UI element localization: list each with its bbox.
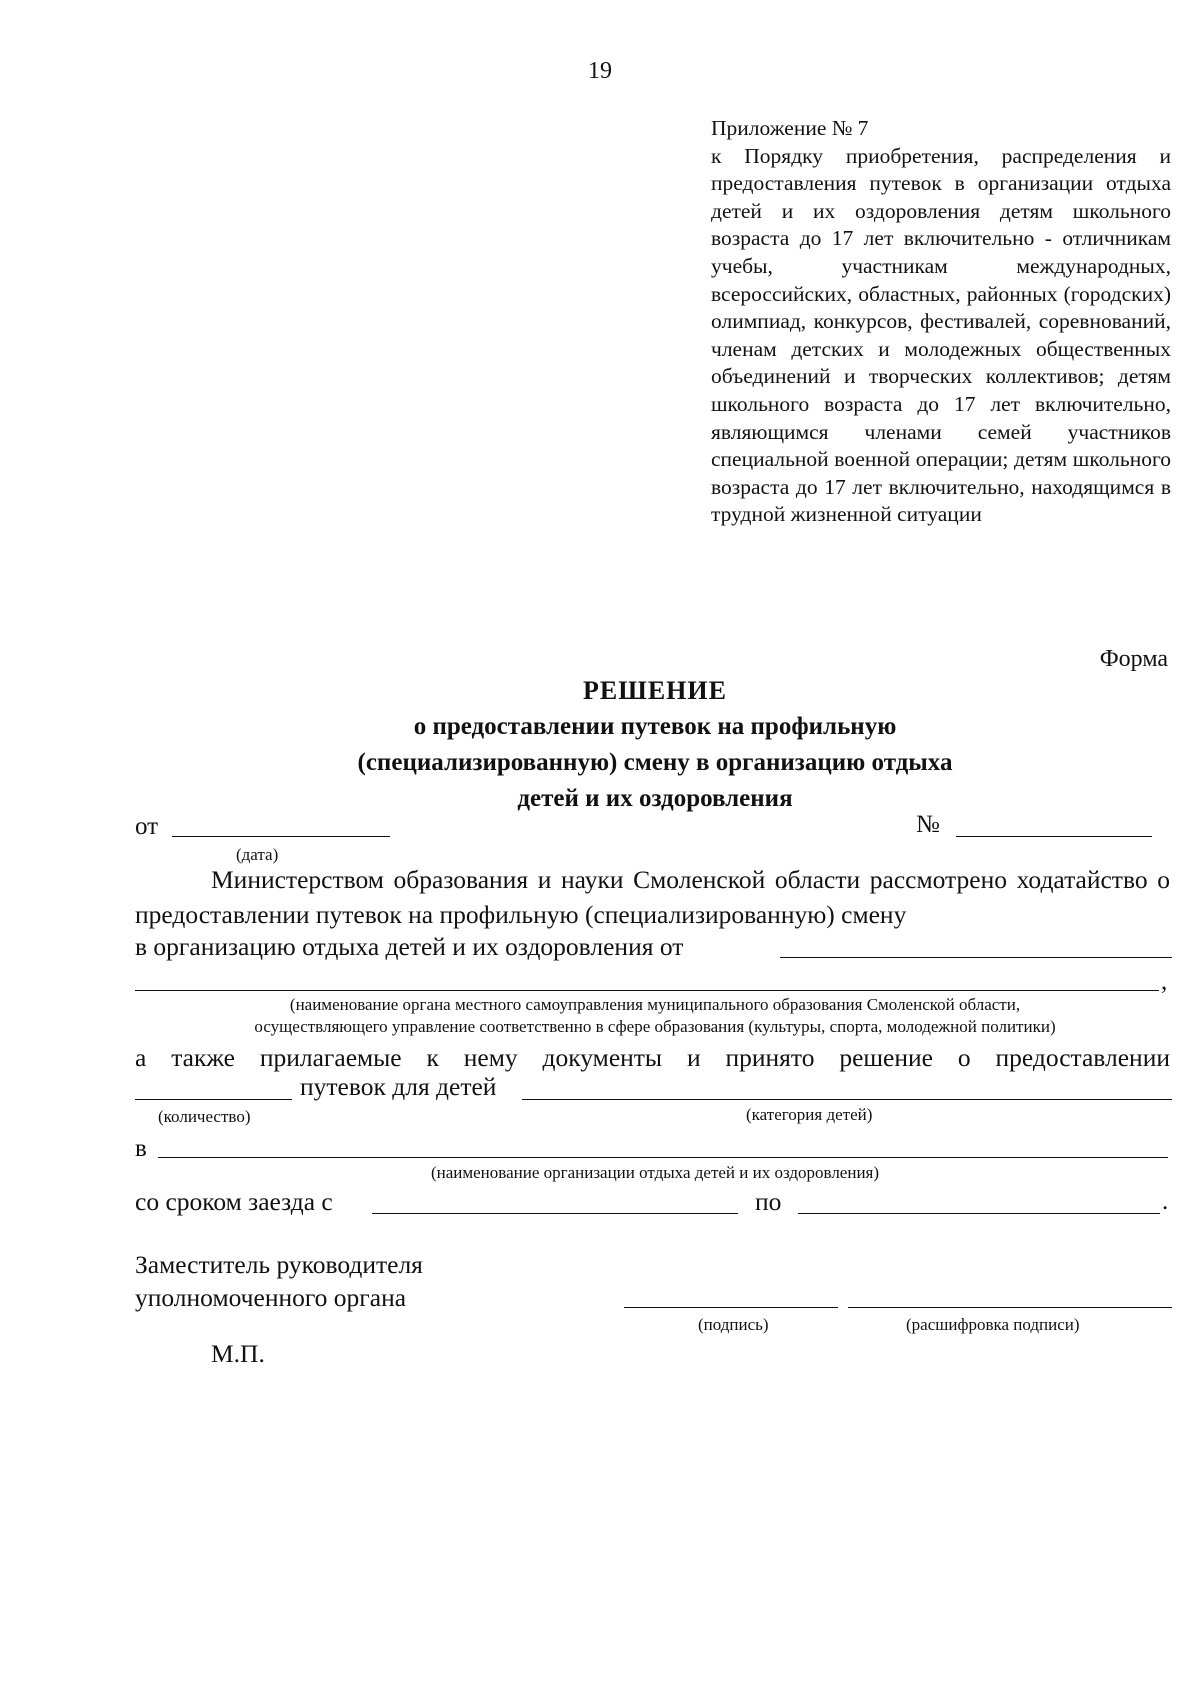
date-field[interactable] [172, 836, 390, 837]
title-heading: РЕШЕНИЕ [583, 676, 727, 705]
title-line-1: о предоставлении путевок на профильную [413, 713, 897, 740]
signature-position-line-2: уполномоченного органа [135, 1283, 407, 1312]
vouchers-label: путевок для детей [300, 1072, 497, 1101]
organization-field[interactable] [158, 1157, 1168, 1158]
caption-category: (категория детей) [746, 1105, 873, 1124]
page-number: 19 [588, 58, 612, 84]
signature-position-line-1: Заместитель руководителя [135, 1250, 423, 1279]
category-field[interactable] [522, 1099, 1172, 1100]
body-paragraph-1-end: в организацию отдыха детей и их оздоровления от [135, 932, 684, 961]
form-label: Форма [1099, 646, 1168, 672]
annex-text: к Порядку приобретения, распределения и предоставления путевок в организации отдыха детей и их оздоровления детям школьного возраста до 17 лет включительно - отличникам учебы, участникам международных, всероссийских, областных, районных (городских) олимпиад, конкурсов, фестивалей, соревнований, членам детских и молодежных общественных объединений и творческих коллективов; детям школьного возраста до 17 лет включительно, являющимся членами семей участников специальной военной операции; детям школьного возраста до 17 лет включительно, находящимся в трудной жизненной ситуации [711, 143, 1171, 527]
date-caption: (дата) [236, 845, 279, 864]
period: . [1162, 1188, 1169, 1215]
caption-organization: (наименование организации отдыха детей и их оздоровления) [430, 1163, 880, 1182]
in-label: в [135, 1135, 147, 1162]
applicant-field-line-2[interactable] [135, 990, 1159, 991]
document-title [0, 673, 1200, 817]
body-paragraph-1: Министерством образования и науки Смоленской области рассмотрено ходатайство о предоставлении путевок на профильную (специализированную) смену [135, 865, 1170, 929]
caption-quantity: (количество) [158, 1107, 251, 1126]
caption-body-line-2: осуществляющего управление соответственно в сфере образования (культуры, спорта, молодежной политики) [254, 1017, 1056, 1036]
term-label: со сроком заезда с [135, 1187, 333, 1216]
body-paragraph-2: а также прилагаемые к нему документы и принято решение о предоставлении [135, 1043, 1170, 1072]
signature-decode-field[interactable] [848, 1307, 1172, 1308]
annex-block [711, 115, 1171, 529]
from-label: от [135, 813, 159, 840]
quantity-field[interactable] [135, 1099, 292, 1100]
signature-field[interactable] [624, 1307, 838, 1308]
title-line-2: (специализированную) смену в организацию отдыха [357, 749, 953, 776]
title-line-3: детей и их оздоровления [517, 785, 793, 812]
caption-signature: (подпись) [698, 1315, 769, 1334]
applicant-field[interactable] [780, 957, 1172, 958]
number-label: № [916, 811, 940, 838]
start-date-field[interactable] [372, 1213, 738, 1214]
caption-body-line-1: (наименование органа местного самоуправления муниципального образования Смоленской области, [289, 995, 1021, 1014]
caption-signature-decode: (расшифровка подписи) [906, 1315, 1080, 1334]
number-field[interactable] [956, 836, 1152, 837]
comma: , [1161, 968, 1168, 995]
end-date-field[interactable] [798, 1213, 1160, 1214]
annex-title: Приложение № 7 [711, 116, 869, 140]
to-label: по [755, 1187, 782, 1216]
stamp-label: М.П. [211, 1339, 265, 1368]
